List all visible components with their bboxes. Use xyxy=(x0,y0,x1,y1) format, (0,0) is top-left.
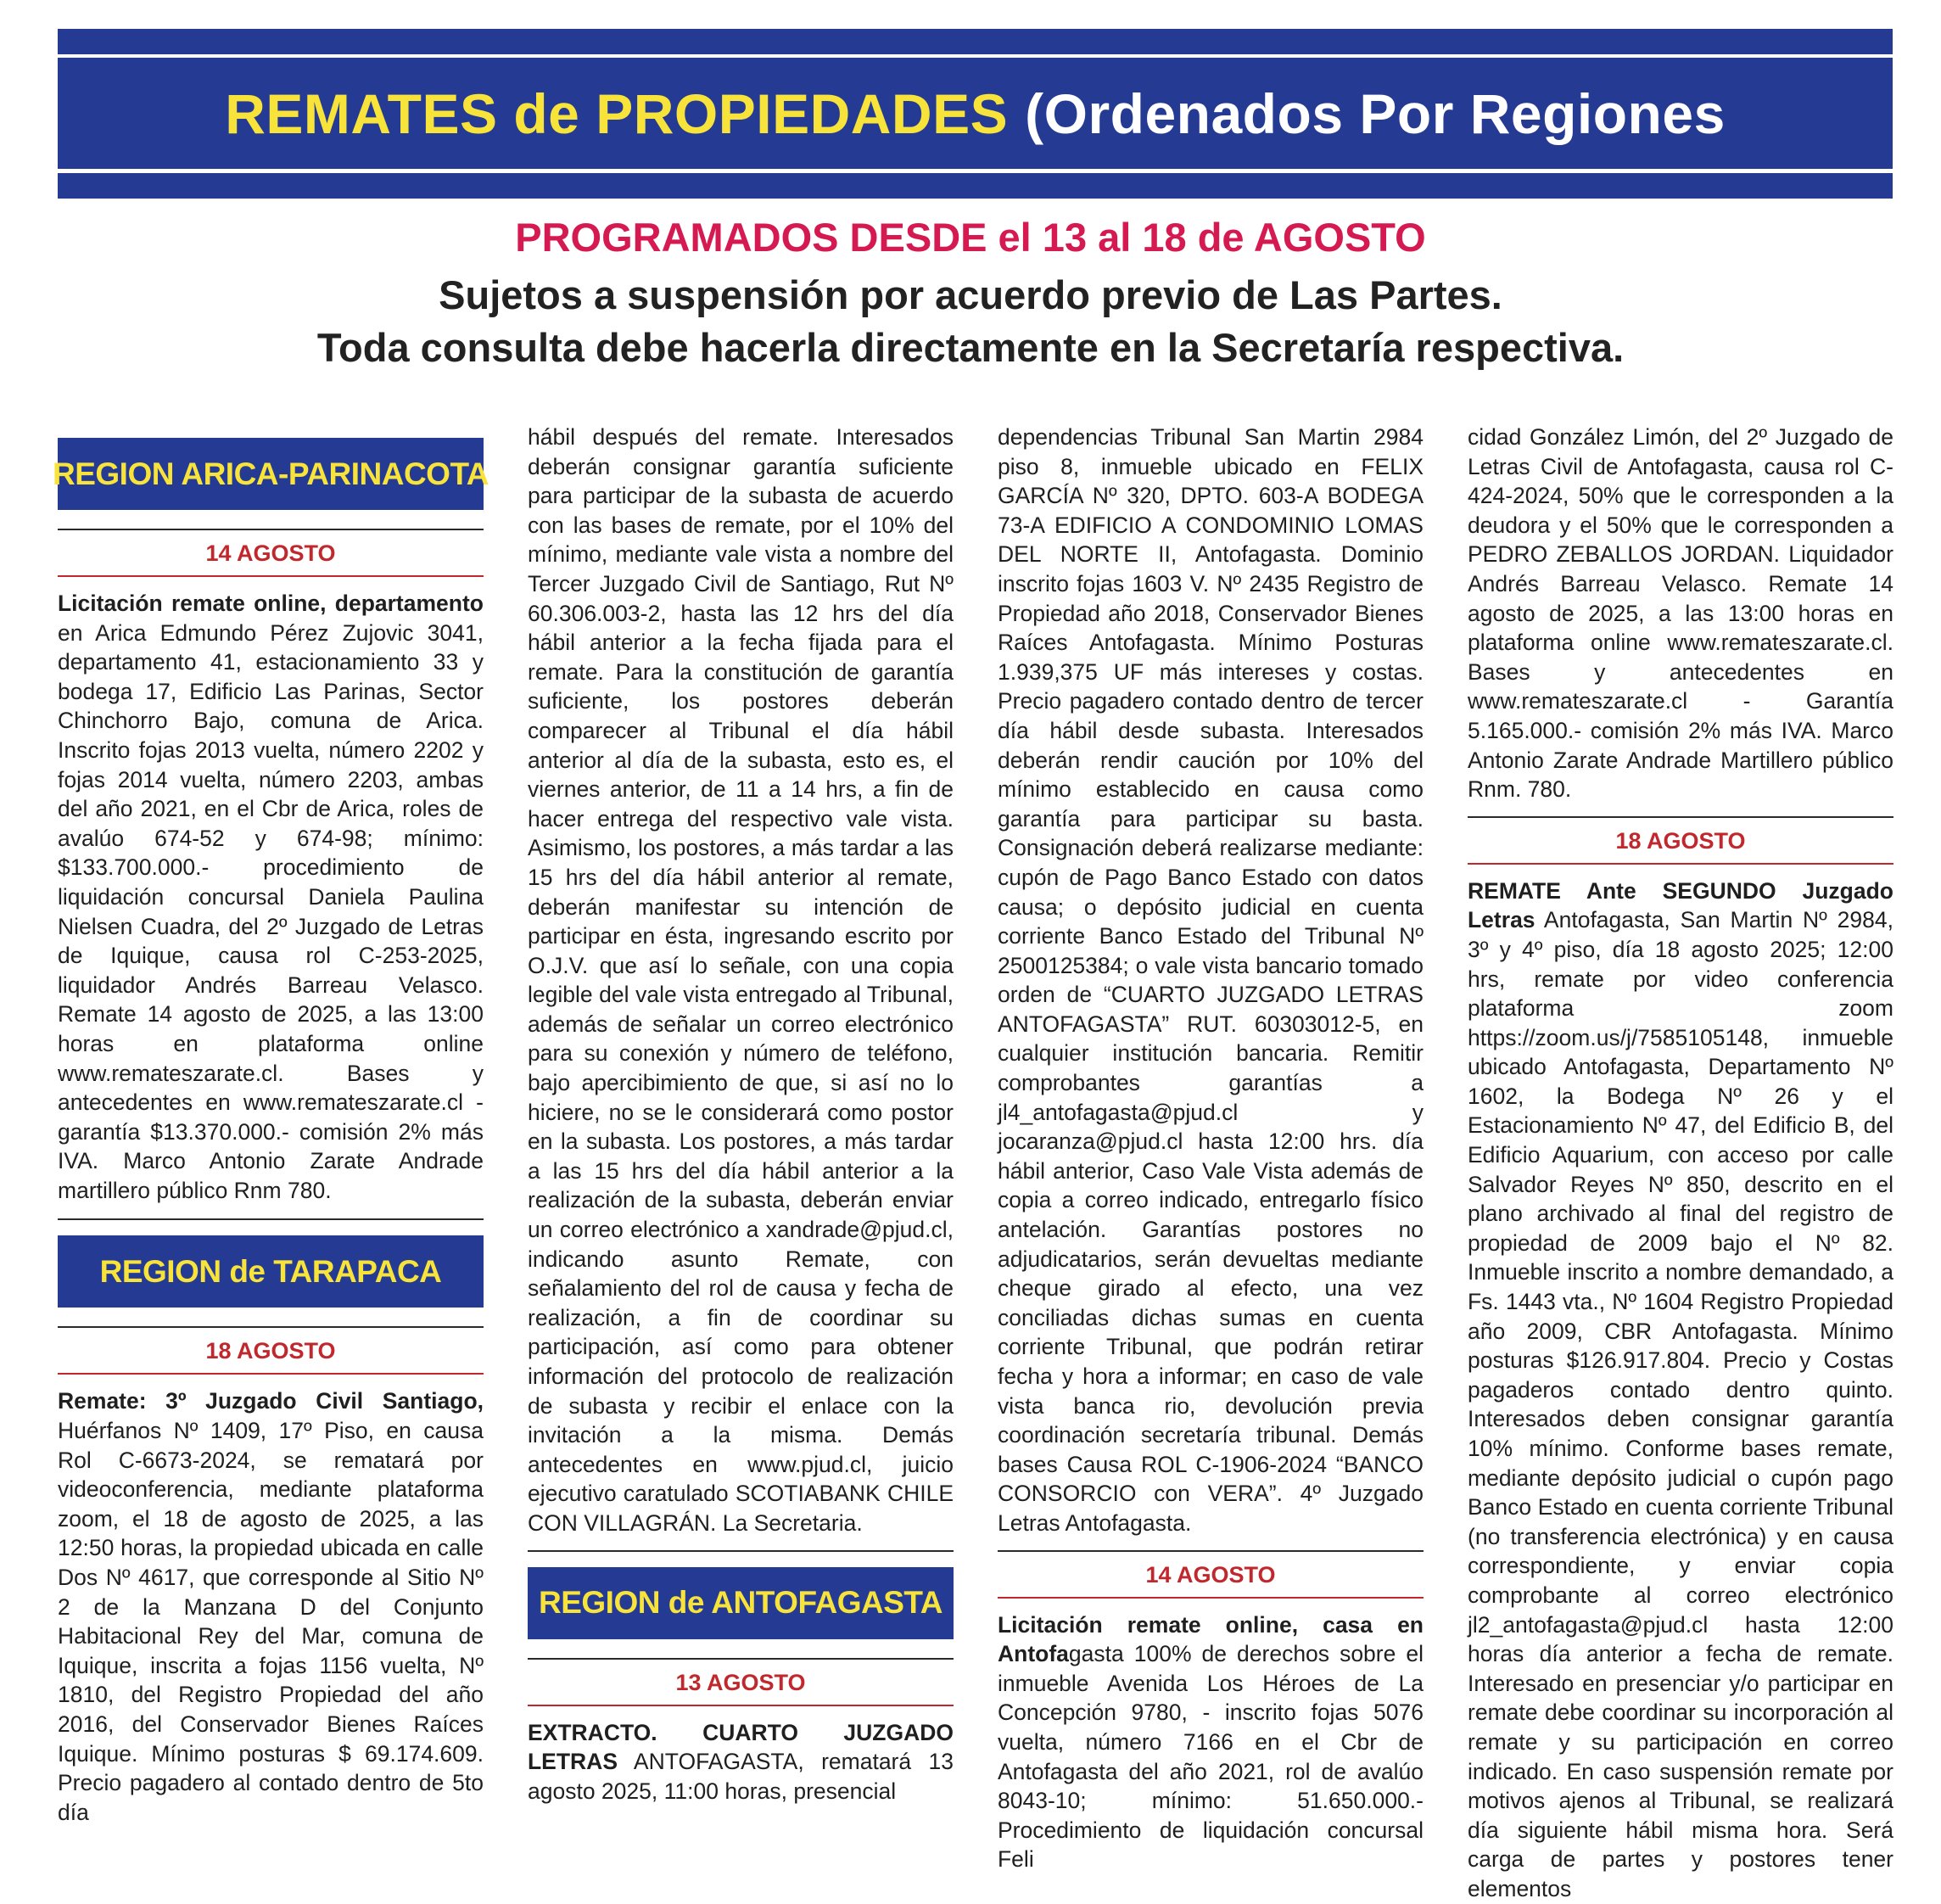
title-yellow: REMATES de PROPIEDADES xyxy=(225,81,1009,145)
date-underline xyxy=(1468,863,1893,865)
notice-text-continued xyxy=(528,423,954,1538)
notice-lead: Licitación remate online, departamento xyxy=(58,591,484,616)
title-white: (Ordenados Por Regiones xyxy=(1025,81,1726,145)
notice-body-continued: dependencias Tribunal San Martin 2984 piso 8, inmueble ubicado en FELIX GARCÍA Nº 320, DPTO. 603-A BODEGA 73-A EDIFICIO A CONDOMINIO LOMAS DEL NORTE II, Antofagasta. Dominio inscrito fojas 1603 V. Nº 2435 Registro de Propiedad año 2018, Conservador Bienes Raíces Antofagasta. Mínimo Posturas 1.939,375 UF más intereses y costas. Precio pagadero contado dentro de tercer día hábil desde subasta. Interesados deberán rendir caución por 10% del mínimo establecido en causa como garantía para participar su basta. Consignación deberá realizarse mediante: cupón de Pago Banco Estado con datos causa; o depósito judicial en cuenta corriente Banco Estado del Tribunal Nº 2500125384; o vale vista bancario tomado orden de “CUARTO JUZGADO LETRAS ANTOFAGASTA” RUT. 60303012-5, en cualquier institución bancaria. Remitir comprobantes garantías a jl4_antofagasta@pjud.cl y jocaranza@pjud.cl hasta 12:00 hrs. día hábil anterior, Caso Vale Vista además de copia a correo indicado, entregarlo físico antelación. Garantías postores no adjudicatarios, serán devueltas mediante cheque girado al efecto, una vez conciliadas dichas sumas en cuenta corriente Tribunal, que podrán retirar fecha y hora a informar; en caso de vale vista banca rio, devolución previa coordinación secretaría tribunal. Demás bases Causa ROL C-1906-2024 “BANCO CONSORCIO con VERA”. 4º Juzgado Letras Antofagasta. xyxy=(998,424,1424,1536)
date-underline xyxy=(58,1373,484,1375)
notice-date: 14 AGOSTO xyxy=(205,540,336,566)
notice-body-continued: hábil después del remate. Interesados deberán consignar garantía suficiente para participar de la subasta de acuerdo con las bases de remate, por el 10% del mínimo, mediante vale vista a nombre del Tercer Juzgado Civil de Santiago, Rut Nº 60.306.003-2, hasta las 12 hrs del día hábil anterior a la fecha fijada para el remate. Para la constitución de garantía suficiente, los postores deberán comparecer al Tribunal el día hábil anterior al día de la subasta, esto es, el viernes anterior, de 11 a 14 hrs, a fin de hacer entrega del respectivo vale vista. Asimismo, los postores, a más tardar a las 15 hrs del día hábil anterior al remate, deberán manifestar su intención de participar en ésta, ingresando escrito por O.J.V. que así lo señale, con una copia legible del vale vista entregado al Tribunal, además de señalar un correo electrónico para su conexión y número de teléfono, bajo apercibimiento de que, si así no lo hiciere, no se le considerará como postor en la subasta. Los postores, a más tardar a las 15 hrs del día hábil anterior a la realización de la subasta, deberán enviar un correo electrónico a xandrade@pjud.cl, indicando asunto Remate, con señalamiento del rol de causa y fecha de realización, a fin de coordinar su participación, así como para obtener información del protocolo de realización de subasta y recibir el enlace con la invitación a la misma. Demás antecedentes en www.pjud.cl, juicio ejecutivo caratulado SCOTIABANK CHILE CON VILLAGRÁN. La Secretaria. xyxy=(528,424,954,1536)
notice-body: en Arica Edmundo Pérez Zujovic 3041, departamento 41, estacionamiento 33 y bodega 17, Edificio Las Parinas, Sector Chinchorro Bajo, comuna de Arica. Inscrito fojas 2013 vuelta, número 2202 y fojas 2014 vuelta, número 2203, ambas del año 2021, en el Cbr de Arica, roles de avalúo 674-52 y 674-98; mínimo: $133.700.000.- procedimiento de liquidación concursal Daniela Paulina Nielsen Cuadra, del 2º Juzgado de Letras de Iquique, causa rol C-253-2025, liquidador Andrés Barreau Velasco. Remate 14 agosto de 2025, a las 13:00 horas en plataforma online www.remateszarate.cl. Bases y antecedentes en www.remateszarate.cl - garantía $13.370.000.- comisión 2% más IVA. Marco Antonio Zarate Andrade martillero público Rnm 780. xyxy=(58,619,484,1203)
notice-text-continued xyxy=(1468,423,1893,804)
notice-body: gasta 100% de derechos sobre el inmueble Avenida Los Héroes de La Concepción 9780, - inscrito fojas 5076 vuelta, número 7166 en el Cbr de Antofagasta del año 2021, rol de avalúo 8043-10; mínimo: 51.650.000.- Procedimiento de liquidación concursal Feli xyxy=(998,1641,1424,1873)
divider xyxy=(58,1218,484,1220)
notice-lead: Remate: 3º Juzgado Civil Santiago, xyxy=(58,1388,484,1414)
notice-lead: EXTRACTO. CUARTO JUZGADO LETRAS xyxy=(528,1719,954,1775)
region-header-tarapaca: REGION de TARAPACA xyxy=(58,1235,484,1308)
notice-text xyxy=(528,1718,954,1806)
notice-text xyxy=(58,589,484,1205)
schedule-heading: PROGRAMADOS DESDE el 13 al 18 de AGOSTO xyxy=(515,215,1426,260)
notice-date: 14 AGOSTO xyxy=(1145,1561,1276,1588)
region-header-arica: REGION ARICA-PARINACOTA xyxy=(58,438,484,510)
notice-body-continued: cidad González Limón, del 2º Juzgado de Letras Civil de Antofagasta, causa rol C-424-2024, 50% que le corresponden a la deudora y el 50% que le corresponden a PEDRO ZEBALLOS JORDAN. Liquidador Andrés Barreau Velasco. Remate 14 agosto de 2025, a las 13:00 horas en plataforma online www.remateszarate.cl. Bases y antecedentes en www.remateszarate.cl - Garantía 5.165.000.- comisión 2% más IVA. Marco Antonio Zarate Andrade Martillero público Rnm. 780. xyxy=(1468,424,1893,803)
column-3 xyxy=(998,423,1424,1874)
notice-lead: Licitación remate online, casa en Antofa xyxy=(998,1611,1424,1667)
column-1 xyxy=(53,423,489,1827)
notice-date: 18 AGOSTO xyxy=(1615,827,1746,854)
notice-text xyxy=(58,1386,484,1827)
date-underline xyxy=(998,1597,1424,1599)
column-2 xyxy=(528,423,954,1806)
column-4 xyxy=(1468,423,1893,1904)
region-header-antofagasta: REGION de ANTOFAGASTA xyxy=(528,1567,954,1639)
subtitle-suspension: Sujetos a suspensión por acuerdo previo de Las Partes. xyxy=(439,272,1502,317)
notice-text xyxy=(998,1610,1424,1874)
header-bottom-strip xyxy=(58,173,1893,199)
date-underline xyxy=(528,1705,954,1706)
header-top-strip xyxy=(58,29,1893,54)
page-title xyxy=(58,58,1893,169)
notice-body: ANTOFAGASTA, rematará 13 agosto 2025, 11:00 horas, presencial xyxy=(528,1749,954,1804)
date-underline xyxy=(58,575,484,577)
notice-text-continued xyxy=(998,423,1424,1538)
subtitle-consult: Toda consulta debe hacerla directamente en la Secretaría respectiva. xyxy=(316,325,1625,370)
notice-date: 18 AGOSTO xyxy=(205,1338,336,1364)
notice-date: 13 AGOSTO xyxy=(675,1669,806,1695)
notice-body: Huérfanos Nº 1409, 17º Piso, en causa Rol C-6673-2024, se rematará por videoconferencia, mediante plataforma zoom, el 18 de agosto de 2025, a las 12:50 horas, la propiedad ubicada en calle Dos Nº 4617, que corresponde al Sitio Nº 2 de la Manzana D del Conjunto Habitacional Rey del Mar, comuna de Iquique, inscrita a fojas 1156 vuelta, Nº 1810, del Registro Propiedad del año 2016, del Conservador Bienes Raíces Iquique. Mínimo posturas $ 69.174.609. Precio pagadero al contado dentro de 5to día xyxy=(58,1418,484,1825)
notice-text xyxy=(1468,876,1893,1904)
notice-lead: REMATE Ante SEGUNDO Juzgado Letras xyxy=(1468,877,1893,933)
divider xyxy=(528,1550,954,1552)
notice-body: Antofagasta, San Martin Nº 2984, 3º y 4º piso, día 18 agosto 2025; 12:00 hrs, remate por video conferencia plataforma zoom https://zoom.us/j/7585105148, inmueble ubicado Antofagasta, Departamento Nº 1602, la Bodega Nº 26 y el Estacionamiento Nº 47, del Edificio B, del Edificio Aquarium, con acceso por calle Salvador Reyes Nº 850, descrito en el plano archivado al final del registro de propiedad de 2009 bajo el Nº 82. Inmueble inscrito a nombre demandado, a Fs. 1443 vta., Nº 1604 Registro Propiedad año 2009, CBR Antofagasta. Mínimo posturas $126.917.804. Precio y Costas pagaderos contado dentro quinto. Interesados deben consignar garantía 10% mínimo. Conforme bases remate, mediante depósito judicial o cupón pago Banco Estado en cuenta corriente Tribunal (no transferencia electrónica) y en causa correspondiente, y enviar copia comprobante al correo electrónico jl2_antofagasta@pjud.cl hasta 12:00 horas día anterior a fecha de remate. Interesado en presenciar y/o participar en remate debe coordinar su incorporación al remate y su participación en correo indicado. En caso suspensión remate por motivos ajenos al Tribunal, se realizará día siguiente hábil misma hora. Será carga de partes y postores tener elementos xyxy=(1468,907,1893,1901)
